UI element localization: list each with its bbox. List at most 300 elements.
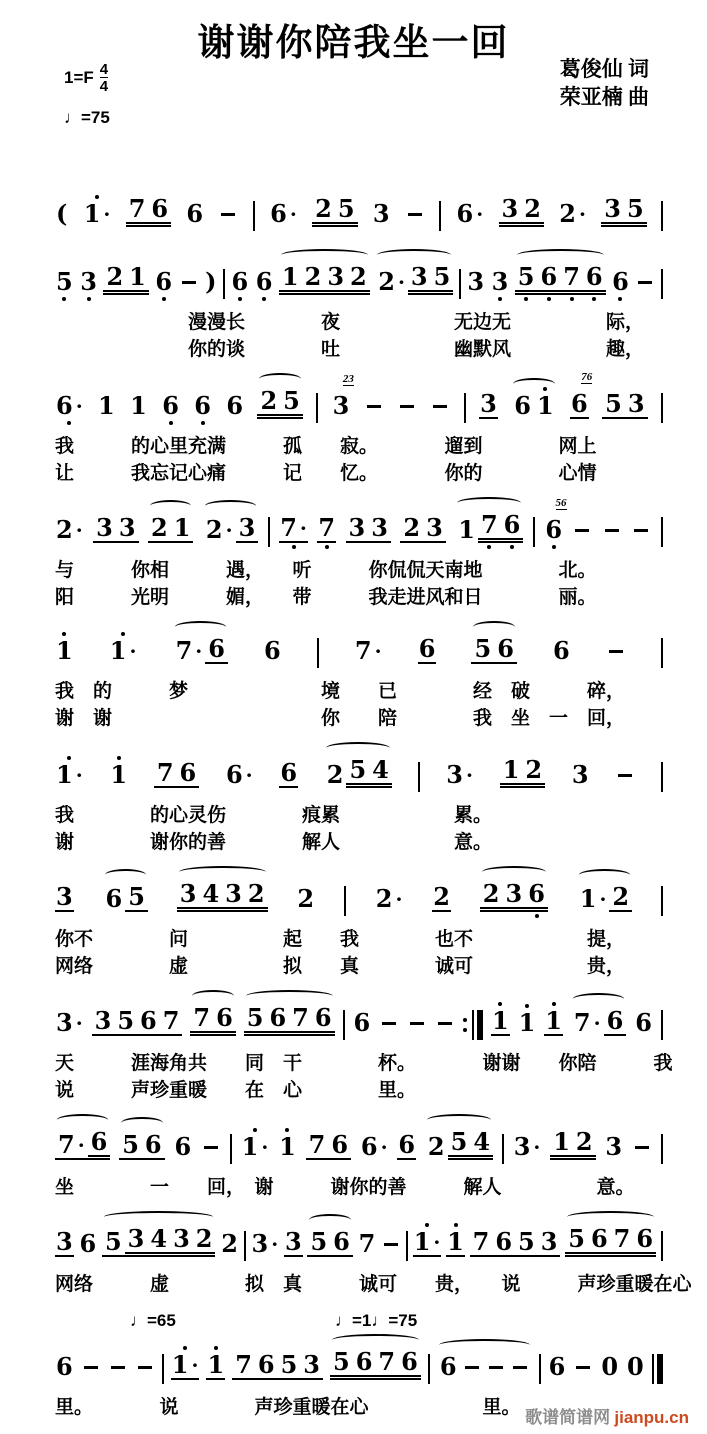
note-digit: 6 <box>439 1352 457 1381</box>
note-token <box>631 505 651 555</box>
note-token <box>573 1117 596 1172</box>
note-digit: 6 <box>231 267 249 296</box>
note-digit: 6 <box>353 1008 371 1037</box>
note-token <box>511 381 534 431</box>
augmentation-dot: · <box>75 763 83 787</box>
augmentation-dot: · <box>289 202 297 226</box>
note-token <box>92 996 115 1048</box>
system-3 <box>0 371 707 487</box>
barline <box>661 201 663 231</box>
note-group <box>400 503 445 555</box>
note-token <box>93 503 116 555</box>
note-token <box>466 257 485 307</box>
note-token <box>499 184 522 239</box>
note-group <box>119 1120 164 1172</box>
note-digit: 2 <box>521 196 544 227</box>
system-8 <box>0 993 707 1104</box>
duration-dash <box>489 1366 503 1369</box>
note-digit: 4 <box>369 757 392 788</box>
note-token <box>480 869 503 924</box>
note-group <box>550 1117 595 1172</box>
notes-line <box>55 371 663 431</box>
note-digit: 6 <box>418 634 436 663</box>
note-token <box>170 1214 193 1269</box>
note-token <box>425 1122 448 1172</box>
octave-dot-slot <box>183 1340 187 1352</box>
system-5 <box>0 624 707 732</box>
note-token <box>332 373 354 431</box>
note-group <box>346 503 391 555</box>
augmentation-dot: · <box>433 1230 441 1254</box>
note-token <box>405 189 425 239</box>
note-token <box>171 503 194 555</box>
note-token <box>263 626 282 676</box>
note-token <box>372 189 391 239</box>
note-digit: 6 <box>312 1005 335 1036</box>
note-token <box>278 1122 297 1172</box>
time-signature <box>100 62 108 94</box>
grace-notes: 76 <box>581 371 593 383</box>
note-digit: 6 <box>88 1129 111 1160</box>
duration-dash <box>618 774 632 777</box>
note-digit <box>635 269 655 295</box>
octave-dot-slot <box>292 543 296 555</box>
note-digit: 3 · <box>446 760 473 789</box>
note-digit: 0 <box>627 1352 644 1381</box>
dot <box>463 1018 467 1022</box>
note-token <box>407 998 427 1048</box>
note-digit: 1 <box>550 1129 573 1160</box>
note-digit: 3 <box>538 1229 561 1257</box>
note-digit: 3 <box>499 196 522 227</box>
note-digit: 6 · <box>360 1132 388 1161</box>
note-token <box>632 1122 652 1172</box>
note-token <box>413 1217 442 1269</box>
notes-line <box>55 745 663 800</box>
note-digit: 1 <box>130 391 147 420</box>
system-6 <box>0 745 707 856</box>
note-digit: 3 <box>236 515 259 543</box>
note-digit: 3 <box>116 515 139 543</box>
barline <box>539 1354 541 1384</box>
augmentation-dot: · <box>476 202 484 226</box>
note-token <box>354 626 383 676</box>
note-digit: 2 <box>480 881 503 912</box>
note-digit: 1 · <box>83 199 111 228</box>
note-token <box>279 503 308 555</box>
note-digit <box>484 1354 508 1380</box>
barline <box>661 1231 663 1261</box>
note-digit: 6 <box>612 267 629 296</box>
low-octave-dot <box>552 545 556 549</box>
note-digit: 2 · <box>375 884 403 913</box>
credits <box>560 55 649 112</box>
note-token <box>203 505 236 555</box>
notes-line <box>55 252 663 307</box>
note-token <box>538 1217 561 1269</box>
note-token <box>278 1340 301 1392</box>
barline <box>661 517 663 547</box>
note-digit <box>218 201 238 227</box>
duration-dash <box>638 281 652 284</box>
note-token <box>635 257 655 307</box>
note-token <box>220 1219 239 1269</box>
augmentation-dot: · <box>75 394 83 418</box>
repeat-dots <box>463 1018 467 1032</box>
note-token <box>161 381 180 431</box>
note-token <box>193 1214 216 1269</box>
note-digit: 1 <box>279 264 302 295</box>
lyric-line: 我 的 梦 境 已 经 破 碎， <box>55 681 626 702</box>
note-token <box>515 252 538 307</box>
note-token <box>353 1337 376 1392</box>
high-octave-dot <box>183 1346 187 1350</box>
note-digit <box>81 1354 101 1380</box>
note-digit: 3 <box>480 389 497 418</box>
note-token <box>435 998 455 1048</box>
note-digit: 5 <box>280 388 303 419</box>
note-digit: 2 <box>148 515 171 543</box>
note-digit: 2 <box>326 760 344 789</box>
note-token <box>423 503 446 555</box>
duration-dash <box>204 1146 218 1149</box>
low-octave-dot <box>547 297 551 301</box>
octave-dot-slot <box>510 543 514 555</box>
note-token <box>364 381 384 431</box>
note-digit <box>135 1354 155 1380</box>
augmentation-dot: · <box>599 887 607 911</box>
low-octave-dot <box>487 545 491 549</box>
note-digit: 6 <box>501 512 524 543</box>
note-digit: 1 <box>110 760 128 789</box>
augmentation-dot: · <box>395 887 403 911</box>
note-token <box>257 376 280 431</box>
note-digit: 6 <box>552 636 570 665</box>
thick-bar <box>657 1354 663 1384</box>
note-digit: 7 <box>126 196 149 227</box>
low-octave-dot <box>62 297 66 301</box>
octave-dot-slot <box>618 295 622 307</box>
lyric-line: 与 你相 遇， 听 你侃侃天南地 北。 <box>55 560 597 581</box>
note-token <box>503 869 526 924</box>
note-group <box>103 872 148 924</box>
note-digit: 1 <box>279 1132 296 1161</box>
system-2 <box>0 252 707 363</box>
augmentation-dot: · <box>195 639 203 663</box>
note-digit: 6 <box>213 1005 236 1036</box>
note-token <box>55 381 84 431</box>
duration-dash <box>609 650 623 653</box>
note-token <box>177 748 200 800</box>
duration-dash <box>634 529 648 532</box>
note-digit: 5 <box>431 264 454 295</box>
octave-dot-slot <box>524 295 528 307</box>
note-digit: 2 <box>609 884 632 912</box>
note-token <box>604 1122 623 1172</box>
note-digit: 2 <box>427 1132 445 1161</box>
duration-dash <box>605 529 619 532</box>
note-token <box>588 1214 611 1269</box>
note-digit <box>407 1010 427 1036</box>
note-group <box>471 624 516 676</box>
note-digit: 3 <box>491 267 509 296</box>
note-token <box>296 874 315 924</box>
key-label: 1=F <box>64 68 94 87</box>
note-digit <box>405 201 425 227</box>
tempo-row <box>0 1311 707 1337</box>
note-group <box>448 1117 493 1172</box>
note-digit: 5 <box>448 1129 471 1160</box>
note-digit: 6 <box>162 391 179 420</box>
barline <box>230 1134 232 1164</box>
note-group <box>312 184 357 239</box>
note-token <box>358 1219 377 1269</box>
barline <box>459 269 461 299</box>
note-token <box>379 998 399 1048</box>
note-digit: 6 <box>79 1229 97 1258</box>
note-token <box>626 1342 645 1392</box>
note-token <box>312 993 335 1048</box>
note-digit: 6 <box>545 515 563 544</box>
duration-dash <box>465 1366 479 1369</box>
note-digit: 6 <box>583 264 606 295</box>
note-token <box>213 993 236 1048</box>
octave-dot-slot <box>487 543 491 555</box>
note-token <box>398 1337 421 1392</box>
augmentation-dot: · <box>397 270 405 294</box>
notes-line <box>55 1117 663 1172</box>
note-token <box>456 189 485 239</box>
note-digit: 1 <box>518 1008 536 1037</box>
duration-dash <box>433 405 447 408</box>
lyric-line: 我 的心灵伤 痕累 累。 <box>55 805 493 826</box>
note-group <box>307 1217 352 1269</box>
note-digit: 3 <box>170 1226 193 1257</box>
low-octave-dot <box>67 421 71 425</box>
low-octave-dot <box>325 545 329 549</box>
octave-dot-slot <box>592 295 596 307</box>
note-digit: 5 <box>125 884 148 912</box>
note-token <box>109 750 128 800</box>
note-digit: 3 <box>332 391 350 420</box>
note-digit: 3 <box>571 760 589 789</box>
low-octave-dot <box>87 297 91 301</box>
note-token <box>550 1117 573 1172</box>
note-token <box>525 869 548 924</box>
note-token <box>432 872 451 924</box>
note-digit: 6 · <box>56 391 83 420</box>
note-digit: 6 <box>330 1229 353 1257</box>
note-group <box>330 1337 421 1392</box>
augmentation-dot: · <box>578 202 586 226</box>
note-token <box>78 1219 97 1269</box>
note-digit: 3 <box>300 1352 323 1380</box>
note-digit: 1 · <box>56 760 83 789</box>
note-token <box>508 1342 532 1392</box>
note-digit: 7 <box>478 512 501 543</box>
note-digit <box>397 393 417 419</box>
augmentation-dot: · <box>225 518 233 542</box>
octave-dot-slot <box>238 295 242 307</box>
note-digit <box>602 517 622 543</box>
note-digit: 1 · <box>109 636 137 665</box>
note-group <box>511 381 556 431</box>
note-group <box>102 1214 216 1269</box>
duration-dash <box>221 213 235 216</box>
note-group <box>190 993 235 1048</box>
note-token <box>125 1214 148 1269</box>
note-digit <box>572 517 592 543</box>
note-digit <box>632 1134 652 1160</box>
low-octave-dot <box>535 914 539 918</box>
note-token <box>602 379 625 431</box>
octave-dot-slot <box>547 295 551 307</box>
note-token <box>204 257 217 307</box>
note-digit: 7 <box>306 1132 329 1160</box>
note-digit: 7 <box>160 1008 183 1036</box>
lyric-line: 里。 说 声珍重暖在心 里。 <box>55 1397 521 1418</box>
note-group <box>244 993 335 1048</box>
note-token <box>177 869 200 924</box>
note-token <box>478 500 501 555</box>
note-digit: 1 <box>126 264 149 295</box>
notes-line <box>55 624 663 676</box>
barline <box>418 762 420 792</box>
barline <box>533 517 535 547</box>
note-group <box>346 745 391 800</box>
note-token <box>135 1342 155 1392</box>
note-token <box>491 257 510 307</box>
note-digit <box>364 393 384 419</box>
repeat-end-barline <box>463 1010 483 1040</box>
note-group <box>500 745 545 800</box>
note-token <box>245 869 268 924</box>
note-digit: 6 <box>177 760 200 788</box>
note-digit: 7 · <box>55 1132 88 1160</box>
note-digit: 4 <box>147 1226 170 1257</box>
augmentation-dot: · <box>75 1011 83 1035</box>
note-digit: 3 <box>80 267 97 296</box>
note-token <box>160 996 183 1048</box>
lyric-line: 漫漫长 夜 无边无 际， <box>55 312 645 333</box>
note-digit: 0 <box>601 1352 619 1381</box>
lyric-line: 说 声珍重暖 在 心 里。 <box>55 1080 417 1101</box>
note-token <box>368 503 391 555</box>
notes-line <box>55 1337 663 1392</box>
note-group <box>499 184 544 239</box>
octave-dot-slot <box>535 912 539 924</box>
barline <box>316 393 318 423</box>
duration-dash <box>635 1146 649 1149</box>
note-digit: 2 <box>433 882 450 911</box>
low-octave-dot <box>592 297 596 301</box>
note-token <box>570 371 593 431</box>
note-token <box>230 257 249 307</box>
note-digit: 6 <box>525 881 548 912</box>
note-token <box>335 184 358 239</box>
note-token <box>346 503 369 555</box>
augmentation-dot: · <box>129 639 137 663</box>
note-token <box>312 184 335 239</box>
note-token <box>430 381 450 431</box>
note-token <box>324 252 347 307</box>
barline <box>502 1134 504 1164</box>
note-digit: 6 <box>266 1005 289 1036</box>
barline <box>268 517 270 547</box>
note-digit: 2 · <box>559 199 586 228</box>
octave-dot-slot <box>325 543 329 555</box>
low-octave-dot <box>162 297 166 301</box>
note-group <box>408 252 453 307</box>
barline <box>661 1010 663 1040</box>
note-token <box>269 189 298 239</box>
note-digit: 3 · <box>56 1008 83 1037</box>
note-token <box>302 252 325 307</box>
augmentation-dot: · <box>593 1011 601 1035</box>
note-digit: 2 <box>347 264 370 295</box>
note-digit: 7 <box>560 264 583 295</box>
lyricist-credit: 葛俊仙 词 <box>559 57 649 81</box>
note-token <box>225 750 254 800</box>
note-token <box>455 505 478 555</box>
barline <box>661 762 663 792</box>
note-digit: 6 · <box>225 760 253 789</box>
note-token <box>244 993 267 1048</box>
note-digit: 6 <box>174 1132 192 1161</box>
augmentation-dot: · <box>533 1135 541 1159</box>
barline <box>661 1134 663 1164</box>
note-digit: 3 <box>222 881 245 912</box>
note-group <box>425 1117 493 1172</box>
note-token <box>448 1117 471 1172</box>
barline <box>253 201 255 231</box>
note-token <box>55 998 84 1048</box>
note-digit: 1 <box>491 1006 509 1035</box>
note-token <box>148 184 171 239</box>
note-digit: 5 <box>515 1229 538 1257</box>
note-token <box>255 257 274 307</box>
note-token <box>431 252 454 307</box>
note-digit: 6 <box>148 196 171 227</box>
barline <box>661 393 663 423</box>
note-token <box>147 1214 170 1269</box>
note-token <box>397 1120 416 1172</box>
note-token <box>522 745 545 800</box>
note-token <box>558 189 587 239</box>
duration-dash <box>513 1366 527 1369</box>
note-digit: 2 <box>573 1129 596 1160</box>
note-digit: 5 <box>278 1352 301 1380</box>
note-group <box>177 869 268 924</box>
octave-dot-slot <box>570 295 574 307</box>
note-token <box>494 624 517 676</box>
low-octave-dot <box>238 297 242 301</box>
note-group <box>437 1342 532 1392</box>
note-digit <box>573 1354 593 1380</box>
note-token <box>307 1217 330 1269</box>
note-digit: 6 <box>398 1130 416 1159</box>
note-token <box>83 189 112 239</box>
note-token <box>300 1340 323 1392</box>
note-digit: 1 <box>56 636 73 665</box>
note-token <box>148 503 171 555</box>
barline <box>464 393 466 423</box>
note-digit: 5 <box>335 196 358 227</box>
barline <box>317 638 319 668</box>
note-digit: 1 · <box>579 884 607 913</box>
note-token <box>279 252 302 307</box>
note-token <box>129 381 148 431</box>
